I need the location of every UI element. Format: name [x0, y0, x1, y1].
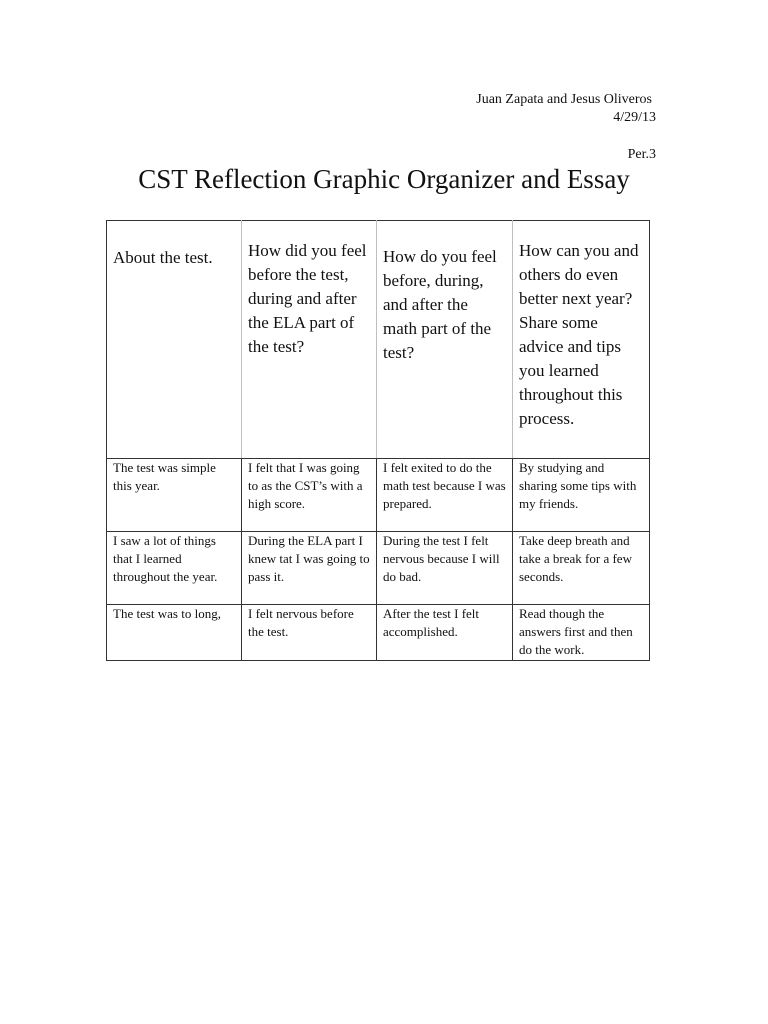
table-cell: I felt exited to do the math test because I was prepared. — [377, 459, 513, 532]
header-cell-ela-feelings: How did you feel before the test, during and after the ELA part of the test? — [242, 221, 377, 459]
table-cell: I felt that I was going to as the CST’s with a high score. — [242, 459, 377, 532]
author-names: Juan Zapata and Jesus Oliveros — [476, 92, 652, 107]
table-row — [107, 532, 650, 605]
graphic-organizer-table — [106, 220, 650, 661]
table-cell: During the ELA part I knew tat I was going to pass it. — [242, 532, 377, 605]
table-row — [107, 459, 650, 532]
class-period: Per.3 — [627, 147, 656, 162]
table-header-row — [107, 221, 650, 459]
table-cell: After the test I felt accomplished. — [377, 605, 513, 661]
table-cell: Read though the answers first and then do the work. — [513, 605, 650, 661]
table-cell: During the test I felt nervous because I will do bad. — [377, 532, 513, 605]
table-cell: By studying and sharing some tips with my friends. — [513, 459, 650, 532]
header-cell-about-test: About the test. — [107, 221, 242, 459]
table-cell: Take deep breath and take a break for a few seconds. — [513, 532, 650, 605]
header-cell-advice: How can you and others do even better next year? Share some advice and tips you learned throughout this process. — [513, 221, 650, 459]
table-cell: The test was simple this year. — [107, 459, 242, 532]
document-title: CST Reflection Graphic Organizer and Essay — [138, 164, 630, 194]
document-date: 4/29/13 — [613, 110, 656, 125]
header-cell-math-feelings: How do you feel before, during, and after the math part of the test? — [377, 221, 513, 459]
table-row — [107, 605, 650, 661]
table-cell: I felt nervous before the test. — [242, 605, 377, 661]
table-cell: I saw a lot of things that I learned throughout the year. — [107, 532, 242, 605]
table-cell: The test was to long, — [107, 605, 242, 661]
